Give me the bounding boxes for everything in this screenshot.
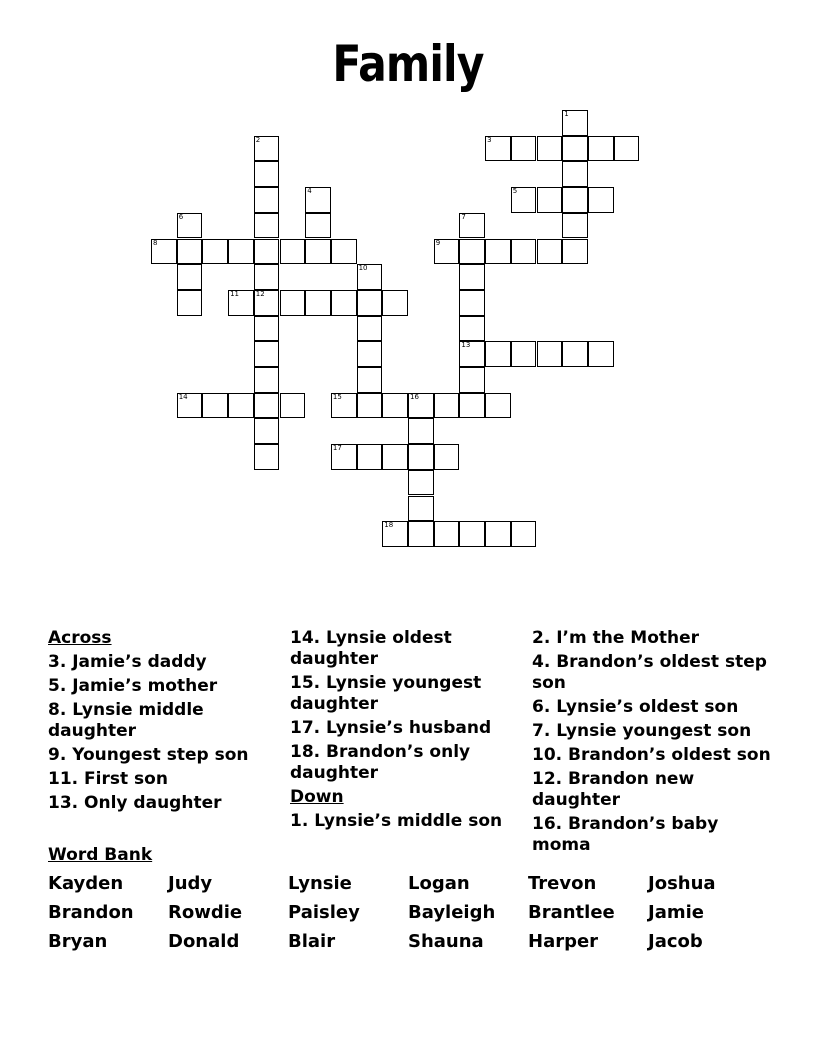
- grid-cell[interactable]: [511, 136, 537, 162]
- grid-cell[interactable]: [254, 239, 280, 265]
- clues-column-2: [290, 628, 505, 835]
- grid-cell[interactable]: [434, 393, 460, 419]
- word-bank-title: Word Bank: [48, 845, 153, 865]
- grid-cell[interactable]: [357, 264, 383, 290]
- grid-cell[interactable]: [280, 393, 306, 419]
- word-bank-word: Rowdie: [168, 902, 243, 923]
- grid-cell[interactable]: [305, 213, 331, 239]
- page-title: Family: [332, 35, 484, 93]
- word-bank-word: Bayleigh: [408, 902, 496, 923]
- word-bank-word: Shauna: [408, 931, 484, 952]
- grid-cell[interactable]: [228, 290, 254, 316]
- grid-cell[interactable]: [459, 239, 485, 265]
- grid-cell[interactable]: [511, 521, 537, 547]
- grid-cell[interactable]: [562, 136, 588, 162]
- clue-number: 15: [332, 392, 342, 401]
- grid-cell[interactable]: [562, 341, 588, 367]
- word-bank-word: Brantlee: [528, 902, 615, 923]
- clue-number: 14: [178, 392, 188, 401]
- grid-cell[interactable]: [485, 239, 511, 265]
- grid-cell[interactable]: [485, 521, 511, 547]
- clue-across-15: 15. Lynsie youngest daughter: [290, 673, 482, 714]
- clue-number: 8: [153, 238, 158, 247]
- grid-cell[interactable]: [588, 136, 614, 162]
- clue-across-17: 17. Lynsie’s husband: [290, 718, 492, 738]
- clue-number: 16: [410, 392, 419, 401]
- grid-cell[interactable]: [254, 393, 280, 419]
- grid-cell[interactable]: [588, 341, 614, 367]
- grid-cell[interactable]: [511, 187, 537, 213]
- grid-cell[interactable]: [562, 239, 588, 265]
- clue-number: 13: [461, 341, 471, 350]
- grid-cell[interactable]: [459, 393, 485, 419]
- clue-number: 6: [178, 212, 184, 221]
- grid-cell[interactable]: [177, 290, 203, 316]
- grid-cell[interactable]: [254, 161, 280, 187]
- grid-cell[interactable]: [331, 444, 357, 470]
- down-header: Down: [290, 787, 344, 807]
- grid-cell[interactable]: [588, 187, 614, 213]
- clue-number: 5: [512, 187, 518, 196]
- grid-cell[interactable]: [459, 316, 485, 342]
- grid-cell[interactable]: [408, 470, 434, 496]
- grid-cell[interactable]: [382, 290, 408, 316]
- grid-cell[interactable]: [357, 393, 383, 419]
- grid-cell[interactable]: [537, 136, 563, 162]
- clues-column-3: [532, 628, 772, 859]
- grid-cell[interactable]: [280, 239, 306, 265]
- clue-across-9: 9. Youngest step son: [48, 745, 249, 765]
- word-bank-word: Lynsie: [288, 873, 352, 894]
- clue-number: 7: [461, 212, 466, 221]
- clue-number: 18: [384, 521, 394, 530]
- clue-down-1: 1. Lynsie’s middle son: [290, 811, 503, 831]
- grid-cell[interactable]: [357, 341, 383, 367]
- grid-cell[interactable]: [254, 367, 280, 393]
- grid-cell[interactable]: [511, 341, 537, 367]
- grid-cell[interactable]: [280, 290, 306, 316]
- clue-down-16: 16. Brandon’s baby moma: [532, 814, 719, 855]
- clue-number: 9: [435, 238, 441, 247]
- grid-cell[interactable]: [408, 393, 434, 419]
- clue-down-7: 7. Lynsie youngest son: [532, 721, 752, 741]
- grid-cell[interactable]: [434, 444, 460, 470]
- word-bank-word: Trevon: [528, 873, 597, 894]
- grid-cell[interactable]: [614, 136, 640, 162]
- word-bank-word: Joshua: [648, 873, 716, 894]
- grid-cell[interactable]: [382, 393, 408, 419]
- grid-cell[interactable]: [254, 187, 280, 213]
- clue-across-5: 5. Jamie’s mother: [48, 676, 218, 696]
- word-bank-word: Harper: [528, 931, 599, 952]
- clue-across-3: 3. Jamie’s daddy: [48, 652, 207, 672]
- grid-cell[interactable]: [202, 239, 228, 265]
- grid-cell[interactable]: [202, 393, 228, 419]
- grid-cell[interactable]: [254, 264, 280, 290]
- grid-cell[interactable]: [485, 341, 511, 367]
- clues-column-1: [48, 628, 263, 817]
- word-bank-word: Jamie: [648, 902, 704, 923]
- grid-cell[interactable]: [485, 136, 511, 162]
- word-bank-word: Jacob: [648, 931, 703, 952]
- grid-cell[interactable]: [177, 393, 203, 419]
- word-bank-word: Logan: [408, 873, 470, 894]
- clue-number: 17: [332, 444, 342, 453]
- grid-cell[interactable]: [537, 341, 563, 367]
- grid-cell[interactable]: [459, 341, 485, 367]
- grid-cell[interactable]: [151, 239, 177, 265]
- grid-cell[interactable]: [408, 496, 434, 522]
- grid-cell[interactable]: [408, 444, 434, 470]
- clue-across-8: 8. Lynsie middle daughter: [48, 700, 204, 741]
- grid-cell[interactable]: [254, 136, 280, 162]
- word-bank-word: Bryan: [48, 931, 108, 952]
- grid-cell[interactable]: [562, 187, 588, 213]
- grid-cell[interactable]: [357, 444, 383, 470]
- grid-cell[interactable]: [331, 239, 357, 265]
- clue-number: 1: [564, 110, 569, 118]
- grid-cell[interactable]: [408, 521, 434, 547]
- grid-cell[interactable]: [177, 239, 203, 265]
- clue-number: 4: [307, 187, 312, 196]
- clue-down-6: 6. Lynsie’s oldest son: [532, 697, 739, 717]
- grid-cell[interactable]: [254, 341, 280, 367]
- grid-cell[interactable]: [562, 110, 588, 136]
- clue-number: 3: [487, 135, 492, 144]
- grid-cell[interactable]: [485, 393, 511, 419]
- word-bank-word: Paisley: [288, 902, 360, 923]
- grid-cell[interactable]: [254, 316, 280, 342]
- grid-cell[interactable]: [434, 239, 460, 265]
- grid-cell[interactable]: [382, 444, 408, 470]
- grid-cell[interactable]: [357, 316, 383, 342]
- grid-cell[interactable]: [459, 264, 485, 290]
- clue-down-10: 10. Brandon’s oldest son: [532, 745, 771, 765]
- clue-number: 11: [230, 289, 240, 298]
- grid-cell[interactable]: [408, 418, 434, 444]
- grid-cell[interactable]: [357, 367, 383, 393]
- grid-cell[interactable]: [305, 290, 331, 316]
- grid-cell[interactable]: [228, 239, 254, 265]
- word-bank-word: Kayden: [48, 873, 124, 894]
- word-bank-word: Blair: [288, 931, 336, 952]
- grid-cell[interactable]: [434, 521, 460, 547]
- grid-cell[interactable]: [382, 521, 408, 547]
- grid-cell[interactable]: [459, 213, 485, 239]
- grid-cell[interactable]: [331, 393, 357, 419]
- grid-cell[interactable]: [459, 290, 485, 316]
- clue-across-18: 18. Brandon’s only daughter: [290, 742, 471, 783]
- clue-across-13: 13. Only daughter: [48, 793, 222, 813]
- grid-cell[interactable]: [357, 290, 383, 316]
- grid-cell[interactable]: [254, 213, 280, 239]
- clue-down-4: 4. Brandon’s oldest step son: [532, 652, 767, 693]
- grid-cell[interactable]: [562, 213, 588, 239]
- grid-cell[interactable]: [228, 393, 254, 419]
- grid-cell[interactable]: [459, 521, 485, 547]
- grid-cell[interactable]: [305, 239, 331, 265]
- clue-number: 12: [255, 289, 265, 298]
- word-bank-word: Judy: [168, 873, 213, 894]
- word-bank-word: Donald: [168, 931, 240, 952]
- grid-cell[interactable]: [511, 239, 537, 265]
- grid-cell[interactable]: [331, 290, 357, 316]
- grid-cell[interactable]: [254, 290, 280, 316]
- grid-cell[interactable]: [562, 161, 588, 187]
- grid-cell[interactable]: [254, 418, 280, 444]
- grid-cell[interactable]: [177, 264, 203, 290]
- across-header: Across: [48, 628, 112, 648]
- clue-number: 10: [358, 264, 368, 273]
- grid-cell[interactable]: [537, 239, 563, 265]
- grid-cell[interactable]: [177, 213, 203, 239]
- grid-cell[interactable]: [459, 367, 485, 393]
- clue-down-12: 12. Brandon new daughter: [532, 769, 695, 810]
- clue-across-11: 11. First son: [48, 769, 168, 789]
- word-bank-word: Brandon: [48, 902, 134, 923]
- grid-cell[interactable]: [305, 187, 331, 213]
- grid-cell[interactable]: [537, 187, 563, 213]
- clue-number: 2: [255, 135, 261, 144]
- grid-cell[interactable]: [254, 444, 280, 470]
- clue-across-14: 14. Lynsie oldest daughter: [290, 628, 452, 669]
- clue-down-2: 2. I’m the Mother: [532, 628, 700, 648]
